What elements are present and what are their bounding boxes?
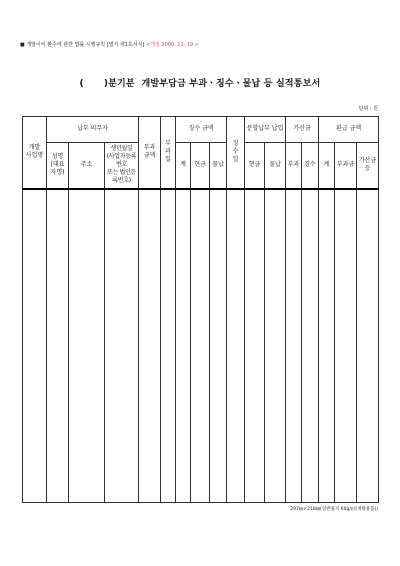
col-header-refund-charge: 부과금 [335,143,357,189]
col-header-refund-surcharge: 가산금 등 [357,143,379,189]
revision-date: <개정 2000. 11. 19.> [145,42,199,48]
header-row-columns [23,143,379,189]
col-header-surcharge-levy: 부과 [286,143,302,189]
col-header-payer-birth: 생년월일 (사업자등록번호 또는 법인등록번호) [105,143,139,189]
col-group-payer: 납부 의무자 [47,117,139,143]
table-cell [357,189,379,503]
col-header-installment-in-kind: 물납 [265,143,286,189]
col-header-surcharge-collect: 징수 [302,143,319,189]
col-group-refund: 환급 금액 [319,117,379,143]
col-header-project-name: 개발 사업명 [23,117,47,189]
col-group-installment: 분할납부 납입 [245,117,286,143]
form-reference-note [20,41,199,48]
table-cell [286,189,302,503]
col-header-collection-in-kind: 물납 [210,143,227,189]
table-cell [161,189,176,503]
col-header-levy-amount: 부과 금액 [139,117,161,189]
col-header-refund-total: 계 [319,143,335,189]
table-cell [139,189,161,503]
col-header-collection-date: 징 수 일 [227,117,245,189]
table-cell [47,189,69,503]
table-cell [265,189,286,503]
table-cell [176,189,191,503]
col-header-payer-name: 성명 (대표 자명) [47,143,69,189]
table-cell [245,189,265,503]
form-reference-text: ■ 개발이익 환수에 관한 법률 시행규칙 [별지 제1호서식] [20,42,146,48]
paper-spec-footer: 297㎜×210㎜(일반용지 60g/㎡(재활용품)) [290,507,378,512]
page-title: ( )분기분 개발부담금 부과ㆍ징수ㆍ물납 등 실적통보서 [79,79,321,89]
table-cell [105,189,139,503]
col-header-levy-date: 부 과 일 [161,117,176,189]
table-cell [227,189,245,503]
table-cell [191,189,210,503]
table-cell [335,189,357,503]
col-header-collection-cash: 현금 [191,143,210,189]
col-group-surcharge: 가산금 [286,117,319,143]
col-header-payer-address: 주소 [69,143,105,189]
table-cell [69,189,105,503]
table-row [23,189,379,503]
header-row-groups [23,117,379,143]
col-group-collection: 징수 금액 [176,117,227,143]
col-header-collection-total: 계 [176,143,191,189]
col-header-installment-cash: 현금 [245,143,265,189]
table-cell [319,189,335,503]
unit-label: 단위 : 원 [358,106,378,112]
table-cell [210,189,227,503]
report-table [22,116,379,503]
table-cell [23,189,47,503]
table-cell [302,189,319,503]
